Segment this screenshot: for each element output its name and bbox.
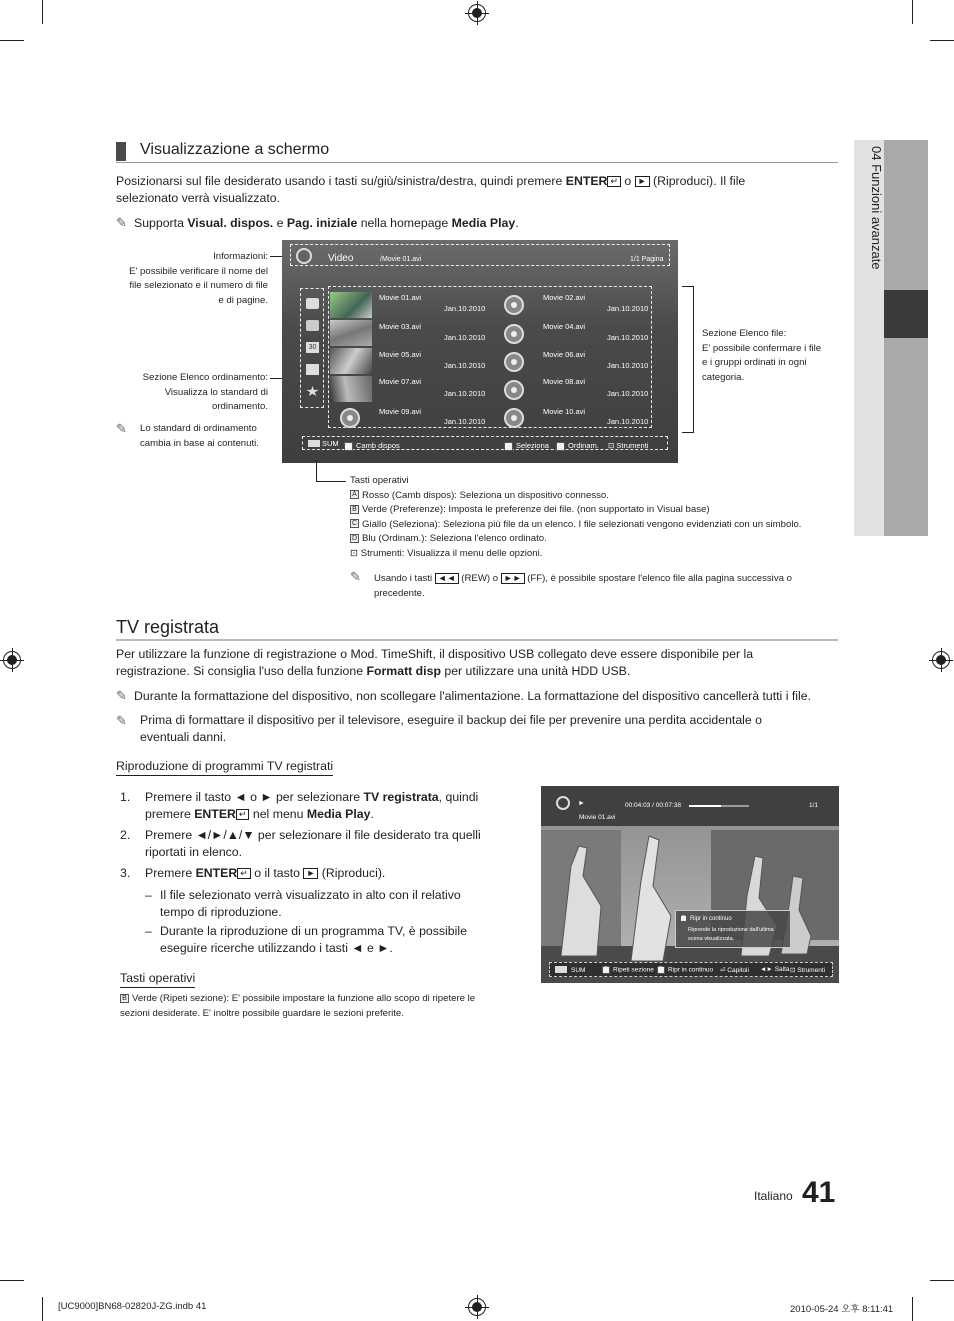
chapters-button[interactable]: ⏎ Capitoli: [720, 967, 749, 974]
category-label: Video: [328, 253, 354, 264]
chapters-icon: ⏎: [720, 967, 728, 974]
progress-fill: [689, 805, 721, 807]
operation-keys-list: [350, 474, 830, 561]
page-count: 1/1 Pagina: [630, 256, 664, 263]
file-name[interactable]: Movie 10.avi: [543, 407, 586, 416]
tools-icon: ⊡: [608, 441, 617, 450]
usb-icon: [555, 966, 567, 973]
media-play-screen: [282, 240, 678, 463]
leader-line: [270, 256, 282, 257]
section-title: Visualizzazione a schermo: [140, 141, 330, 158]
yellow-button[interactable]: C Seleziona: [505, 441, 549, 450]
sort-folder-icon[interactable]: [306, 298, 319, 309]
green-button[interactable]: B Ripeti sezione: [603, 966, 654, 974]
key-green: B Verde (Preferenze): Imposta le preferenze dei file. (non supportato in Visual base): [350, 503, 830, 518]
enter-key-icon: ↵: [236, 809, 250, 820]
file-name[interactable]: Movie 09.avi: [379, 407, 422, 416]
file-name[interactable]: Movie 04.avi: [543, 322, 586, 331]
tools-button[interactable]: ⊡ Strumenti: [608, 441, 649, 450]
blue-button[interactable]: D Ripr in continuo: [658, 966, 714, 974]
note-pencil-icon: ✎: [116, 688, 127, 703]
thumbnail-movie-05: [330, 348, 372, 374]
intro-paragraph: Posizionarsi sul file desiderato usando i tasti su/giù/sinistra/destra, quindi premere ENTER ↵ o ► (Riproduci). Il file selezionato verrà visualizzato.: [116, 174, 746, 205]
crop-mark: [912, 0, 913, 24]
skip-button[interactable]: ◄► Salta: [760, 966, 790, 973]
leader-line: [316, 481, 346, 482]
file-date: Jan.10.2010: [444, 389, 486, 398]
registration-mark-icon: [932, 651, 950, 669]
step-3: 3. Premere ENTER ↵ o il tasto ► (Riproduci).: [120, 866, 386, 880]
crop-mark: [930, 40, 954, 41]
keys-title: Tasti operativi: [350, 475, 409, 486]
tools-icon: ⊡: [350, 547, 361, 559]
step-3-detail: – Durante la riproduzione di un programma TV, è possibile eseguire ricerche utilizzando i tasti ◄ e ►.: [145, 924, 467, 955]
chapter-tab-shade: [884, 338, 928, 536]
progress-bar[interactable]: [689, 805, 749, 807]
step-3-detail: – Il file selezionato verrà visualizzato in alto con il relativo tempo di riproduzione.: [145, 888, 461, 919]
play-time: 00:04:03 / 00:07:38: [625, 802, 682, 809]
skip-arrows-icon: ◄►: [760, 966, 775, 973]
file-date: Jan.10.2010: [607, 417, 649, 426]
registration-mark-icon: [468, 4, 486, 22]
bracket-line: [682, 286, 694, 433]
note-visual: ✎ Supporta Visual. dispos. e Pag. iniziale nella homepage Media Play.: [116, 215, 519, 230]
thumbnail-movie-01: [330, 292, 372, 318]
play-key-icon: ►: [635, 176, 650, 187]
video-file-icon: [504, 295, 524, 315]
video-file-icon: [504, 408, 524, 428]
subsection-title: Riproduzione di programmi TV registrati: [116, 758, 333, 776]
section-rule: [116, 162, 838, 163]
callout-info: Informazioni: E' possibile verificare il nome del file selezionato e il numero di file e di pagine.: [129, 251, 268, 306]
page-number: 41: [802, 1176, 836, 1209]
file-date: Jan.10.2010: [444, 361, 486, 370]
callout-filelist: Sezione Elenco file: E' possibile confermare i file e i gruppi ordinati in ogni categoria.: [702, 328, 822, 383]
key-blue: D Blu (Ordinam.): Seleziona l'elenco ordinato.: [351, 533, 547, 544]
resume-popup: D Ripr in continuo Riprende la riproduzione dall'ultima scena visualizzata.: [675, 910, 791, 948]
leader-line: [316, 460, 317, 481]
usb-icon: [308, 440, 320, 447]
file-name: Movie 01.avi: [579, 814, 616, 821]
chapter-tab-shade: [884, 140, 928, 290]
section-rule: [116, 639, 838, 641]
key-red: A Rosso (Camb dispos): Seleziona un dispositivo connesso.: [350, 489, 830, 504]
file-date: Jan.10.2010: [444, 333, 486, 342]
video-file-icon: [340, 408, 360, 428]
file-date: Jan.10.2010: [444, 304, 486, 313]
file-name[interactable]: Movie 02.avi: [543, 293, 586, 302]
crop-mark: [42, 1297, 43, 1321]
file-list-area: [328, 286, 652, 428]
paragraph-usb: Per utilizzare la funzione di registrazione o Mod. TimeShift, il dispositivo USB collegato deve essere disponibile per la registrazione. Si consiglia l'uso della funzione Formatt disp per utilizzare una unità HDD USB.: [116, 647, 754, 678]
playback-operation-keys: [549, 962, 833, 977]
note-pencil-icon: ✎: [350, 569, 361, 584]
steps-list: [120, 789, 510, 957]
sort-date-icon[interactable]: 30: [306, 342, 319, 353]
file-date: Jan.10.2010: [607, 361, 649, 370]
file-date: Jan.10.2010: [607, 304, 649, 313]
crop-mark: [912, 1297, 913, 1321]
file-count: 1/1: [809, 802, 819, 809]
file-name[interactable]: Movie 06.avi: [543, 350, 586, 359]
section-title: TV registrata: [116, 617, 220, 637]
section-marker: [116, 142, 126, 161]
note-format: ✎ Durante la formattazione del dispositivo, non scollegare l'alimentazione. La formattazione del dispositivo cancellerà tutti i file.: [116, 688, 811, 703]
chapter-tab-marker: [884, 290, 928, 338]
enter-key-icon: ↵: [237, 868, 251, 879]
registration-mark-icon: [3, 651, 21, 669]
file-name[interactable]: Movie 08.avi: [543, 377, 586, 386]
keys-title-2: Tasti operativi: [120, 970, 195, 988]
registration-mark-icon: [468, 1298, 486, 1316]
crop-mark: [930, 1280, 954, 1281]
crop-mark: [0, 40, 24, 41]
note-pencil-icon: ✎: [116, 421, 127, 436]
playback-screen: [541, 786, 839, 983]
callout-sort: Sezione Elenco ordinamento: Visualizza lo standard di ordinamento.: [142, 372, 268, 412]
ff-key-icon: ►►: [501, 573, 525, 584]
play-state-icon: ►: [578, 800, 585, 807]
file-name[interactable]: Movie 05.avi: [379, 350, 422, 359]
file-name[interactable]: Movie 03.avi: [379, 322, 422, 331]
file-date: Jan.10.2010: [444, 417, 486, 426]
tools-button[interactable]: ⊡ Strumenti: [790, 967, 826, 974]
video-file-icon: [504, 352, 524, 372]
key-green-desc: B Verde (Ripeti sezione): E' possibile impostare la funzione allo scopo di ripetere le sezioni desiderate. E' inoltre possibile guardare le sezioni preferite.: [120, 993, 476, 1019]
print-file-info: [UC9000]BN68-02820J-ZG.indb 41: [58, 1301, 207, 1312]
sort-title-icon[interactable]: [306, 320, 319, 331]
note-pencil-icon: ✎: [116, 713, 127, 728]
play-key-icon: ►: [303, 868, 318, 879]
footer-language: Italiano: [754, 1189, 793, 1203]
crop-mark: [0, 1280, 24, 1281]
file-name[interactable]: Movie 01.avi: [379, 293, 422, 302]
file-name[interactable]: Movie 07.avi: [379, 377, 422, 386]
crop-mark: [42, 0, 43, 24]
sort-calendar-icon[interactable]: [306, 364, 319, 375]
thumbnail-movie-07: [330, 376, 372, 402]
file-date: Jan.10.2010: [607, 333, 649, 342]
print-date: 2010-05-24 오후 8:11:41: [790, 1304, 894, 1315]
red-button[interactable]: A Camb dispos: [344, 441, 400, 451]
blue-button[interactable]: D Ordinam.: [557, 441, 599, 450]
device-label: SUM: [571, 967, 586, 974]
rew-key-icon: ◄◄: [435, 573, 459, 584]
tools-icon: ⊡: [790, 967, 798, 974]
video-file-icon: [504, 324, 524, 344]
chapter-tab-label: 04 Funzioni avanzate: [869, 146, 884, 270]
video-file-icon: [504, 380, 524, 400]
note-backup: ✎ Prima di formattare il dispositivo per il televisore, eseguire il backup dei file per prevenire una perdita accidentale o eventuali danni.: [116, 713, 762, 744]
key-tools: ⊡ Strumenti: Visualizza il menu delle opzioni.: [350, 547, 543, 559]
step-2: 2. Premere ◄/►/▲/▼ per selezionare il file desiderato tra quelli riportati in elenco.: [120, 828, 481, 859]
callout-sort-note: ✎ Lo standard di ordinamento cambia in base ai contenuti.: [116, 421, 259, 449]
key-yellow: C Giallo (Seleziona): Seleziona più file da un elenco. I file selezionati vengono evidenziati con un simbolo.: [351, 518, 802, 530]
video-category-icon: [296, 248, 312, 264]
file-date: Jan.10.2010: [607, 389, 649, 398]
file-path: /Movie 01.avi: [380, 256, 422, 263]
step-1: 1. Premere il tasto ◄ o ► per selezionare TV registrata, quindi premere ENTER ↵ nel menu Media Play.: [120, 790, 479, 821]
keys-note: ✎ Usando i tasti ◄◄ (REW) o ►► (FF), è possibile spostare l'elenco file alla pagina successiva o precedente.: [350, 569, 792, 599]
device-label: SUM: [322, 439, 339, 448]
note-pencil-icon: ✎: [116, 215, 127, 230]
thumbnail-movie-03: [330, 320, 372, 346]
enter-key-icon: ↵: [607, 176, 621, 187]
video-category-icon: [556, 796, 570, 810]
